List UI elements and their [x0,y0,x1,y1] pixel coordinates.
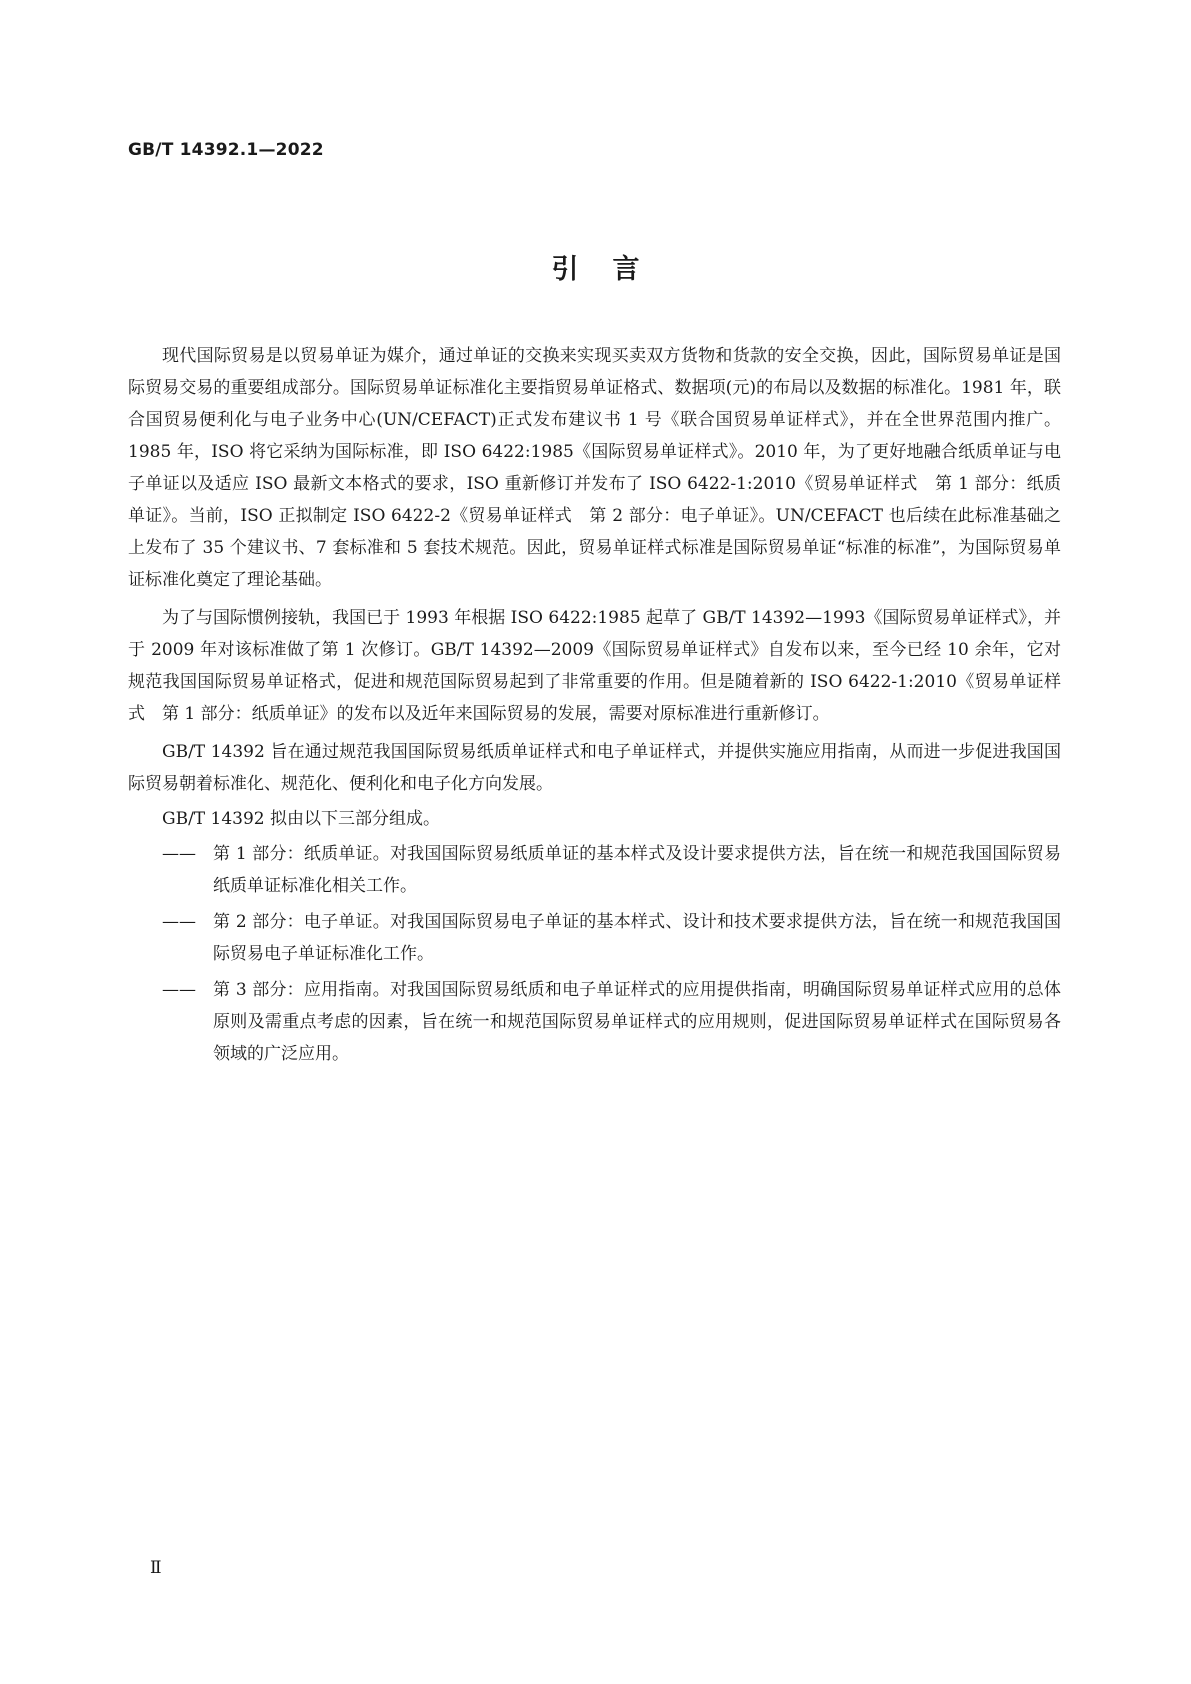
list-item-part-2 [128,906,1061,970]
document-id: GB/T 14392.1—2022 [128,140,324,160]
list-item-text: 第 2 部分：电子单证。对我国国际贸易电子单证的基本样式、设计和技术要求提供方法，旨在统一和规范我国国际贸易电子单证标准化工作。 [213,912,1061,964]
paragraph-structure-intro: GB/T 14392 拟由以下三部分组成。 [162,809,441,829]
parts-list [128,838,1061,1070]
list-item-text: 第 1 部分：纸质单证。对我国国际贸易纸质单证的基本样式及设计要求提供方法，旨在统一和规范我国国际贸易纸质单证标准化相关工作。 [213,844,1061,896]
paragraph-purpose: GB/T 14392 旨在通过规范我国国际贸易纸质单证样式和电子单证样式，并提供实施应用指南，从而进一步促进我国国际贸易朝着标准化、规范化、便利化和电子化方向发展。 [128,742,1061,794]
page-number: Ⅱ [150,1558,162,1578]
list-dash: —— [162,980,196,1000]
paragraph-background: 现代国际贸易是以贸易单证为媒介，通过单证的交换来实现买卖双方货物和货款的安全交换，因此，国际贸易单证是国际贸易交易的重要组成部分。国际贸易单证标准化主要指贸易单证格式、数据项(元)的布局以及数据的标准化。1981 年，联合国贸易便利化与电子业务中心(UN/CEFACT)正式发布建议书 1 号《联合国贸易单证样式》，并在全世界范围内推广。1985 年，ISO 将它采纳为国际标准，即 ISO 6422:1985《国际贸易单证样式》。2010 年，为了更好地融合纸质单证与电子单证以及适应 ISO 最新文本格式的要求，ISO 重新修订并发布了 ISO 6422-1:2010《贸易单证样式 第 1 部分：纸质单证》。当前，ISO 正拟制定 ISO 6422-2《贸易单证样式 第 2 部分：电子单证》。UN/CEFACT 也后续在此标准基础之上发布了 35 个建议书、7 套标准和 5 套技术规范。因此，贸易单证样式标准是国际贸易单证“标准的标准”，为国际贸易单证标准化奠定了理论基础。 [128,346,1061,590]
list-item-part-3 [128,974,1061,1070]
body-content [128,340,1061,1074]
list-item-part-1 [128,838,1061,902]
list-dash: —— [162,844,196,864]
section-title: 引言 [551,254,674,285]
paragraph-history: 为了与国际惯例接轨，我国已于 1993 年根据 ISO 6422:1985 起草了 GB/T 14392—1993《国际贸易单证样式》，并于 2009 年对该标准做了第 1 次修订。GB/T 14392—2009《国际贸易单证样式》自发布以来，至今已经 10 余年，它对规范我国国际贸易单证格式，促进和规范国际贸易起到了非常重要的作用。但是随着新的 ISO 6422-1:2010《贸易单证样式 第 1 部分：纸质单证》的发布以及近年来国际贸易的发展，需要对原标准进行重新修订。 [128,608,1061,724]
list-dash: —— [162,912,196,932]
list-item-text: 第 3 部分：应用指南。对我国国际贸易纸质和电子单证样式的应用提供指南，明确国际贸易单证样式应用的总体原则及需重点考虑的因素，旨在统一和规范国际贸易单证样式的应用规则，促进国际贸易单证样式在国际贸易各领域的广泛应用。 [213,980,1061,1064]
